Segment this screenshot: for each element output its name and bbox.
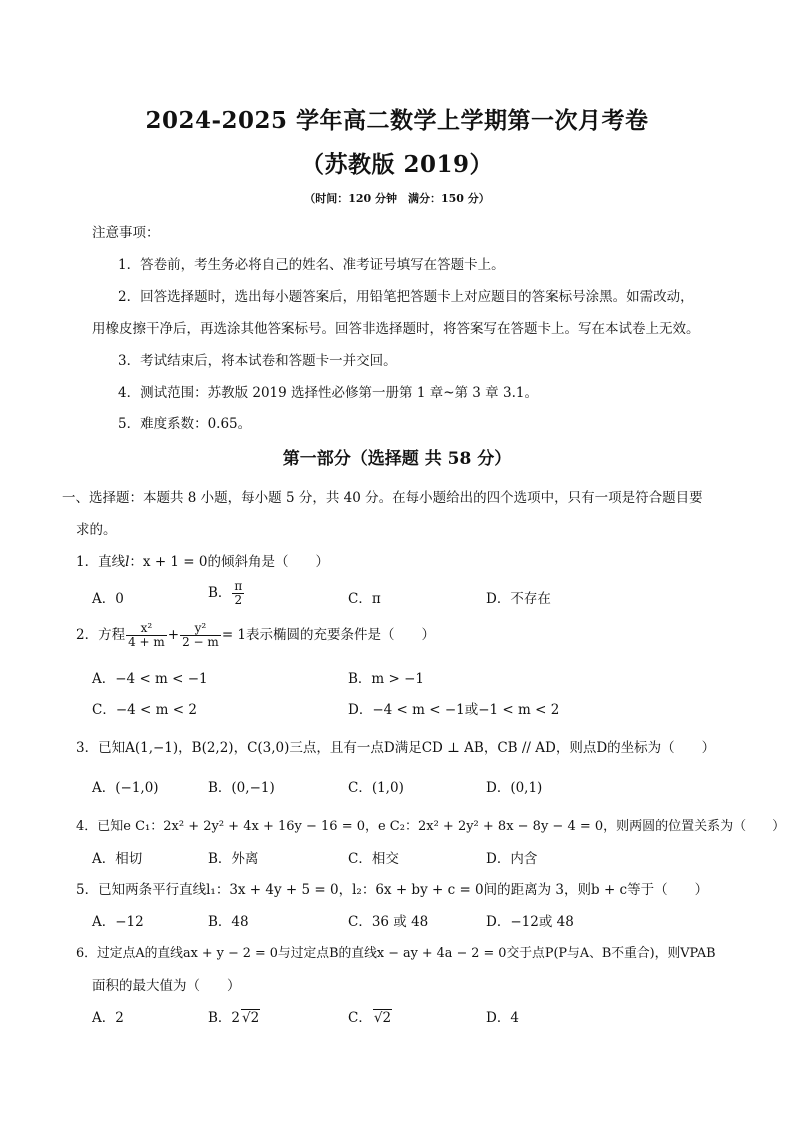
- q1-b-fraction: [232, 580, 244, 607]
- exam-meta: （时间：120 分钟 满分：150 分）: [304, 192, 490, 205]
- q2-f2-num: y²: [180, 622, 221, 636]
- q3-option-b: B．(0,−1): [208, 780, 275, 796]
- q6-c-rad: 2: [382, 1010, 392, 1026]
- question-1: [76, 550, 329, 570]
- q2-f1-den: 4 + m: [128, 635, 165, 650]
- q6-option-a: A．2: [92, 1010, 124, 1026]
- notice-item-1: 1．答卷前，考生务必将自己的姓名、准考证号填写在答题卡上。: [118, 257, 505, 273]
- q2-fraction-2: [180, 622, 221, 649]
- q1-b-label: B．: [208, 585, 232, 602]
- q2-plus: +: [167, 627, 180, 644]
- question-4: 4．已知e C₁：2x² + 2y² + 4x + 16y − 16 = 0，e C₂：2x² + 2y² + 8x − 8y − 4 = 0，则两圆的位置关系为（ ）: [76, 819, 786, 834]
- q6-option-b: [208, 1006, 260, 1026]
- section-instructions-b: 求的。: [76, 522, 117, 538]
- q1-var: l: [125, 554, 130, 570]
- q2-fraction-1: [126, 622, 167, 649]
- q2-pre: 2．方程: [76, 627, 126, 644]
- q3-option-c: C．(1,0): [348, 780, 404, 796]
- notice-item-2b: 用橡皮擦干净后，再选涂其他答案标号。回答非选择题时，将答案写在答题卡上。写在本试卷上无效。: [92, 321, 700, 337]
- q1-option-c: C．π: [348, 591, 381, 607]
- q3-option-d: D．(0,1): [486, 780, 543, 796]
- question-2: [76, 622, 435, 649]
- q2-f2-den: 2 − m: [182, 635, 219, 650]
- notice-item-5: 5．难度系数：0.65。: [118, 416, 252, 432]
- q1-option-a: A．0: [92, 591, 124, 607]
- q2-f1-num: x²: [126, 622, 167, 636]
- q1-b-num: π: [234, 579, 243, 593]
- q6-option-d: D．4: [486, 1010, 519, 1026]
- q1-b-den: 2: [234, 593, 243, 608]
- q3-option-a: A．(−1,0): [92, 780, 159, 796]
- q4-option-c: C．相交: [348, 851, 399, 867]
- question-6a: 6．过定点A的直线ax + y − 2 = 0与过定点B的直线x − ay + 4a − 2 = 0交于点P(P与A、B不重合)，则VPAB: [76, 946, 716, 961]
- q1-option-d: D．不存在: [486, 591, 551, 607]
- q1-post: 的倾斜角是（ ）: [207, 554, 330, 570]
- question-5: 5．已知两条平行直线l₁：3x + 4y + 5 = 0，l₂：6x + by + c = 0间的距离为 3，则b + c等于（ ）: [76, 882, 709, 898]
- q6-b-pre: B．2: [208, 1010, 241, 1026]
- section-instructions-a: 一、选择题：本题共 8 小题，每小题 5 分，共 40 分。在每小题给出的四个选项中，只有一项是符合题目要: [62, 490, 703, 506]
- q1-pre: 1．直线: [76, 554, 126, 570]
- q2-option-a: A．−4 < m < −1: [92, 671, 208, 687]
- q4-option-d: D．内含: [486, 851, 538, 867]
- q2-option-b: B．m > −1: [348, 671, 425, 687]
- question-6b: 面积的最大值为（ ）: [92, 978, 241, 994]
- q2-option-c: C．−4 < m < 2: [92, 702, 197, 718]
- q4-option-a: A．相切: [92, 851, 143, 867]
- q5-option-c: C．36 或 48: [348, 914, 429, 930]
- q5-option-a: A．−12: [92, 914, 144, 930]
- notice-item-4: 4．测试范围：苏教版 2019 选择性必修第一册第 1 章~第 3 章 3.1。: [118, 385, 538, 401]
- notice-heading: 注意事项：: [92, 225, 160, 241]
- exam-title: 2024-2025 学年高二数学上学期第一次月考卷: [145, 107, 649, 134]
- question-3: 3．已知A(1,−1)，B(2,2)，C(3,0)三点，且有一点D满足CD ⊥ AB，CB // AD，则点D的坐标为（ ）: [76, 740, 716, 756]
- q6-b-sqrt: √2: [242, 1010, 260, 1026]
- q5-option-d: D．−12或 48: [486, 914, 574, 930]
- q6-option-c: [348, 1006, 392, 1026]
- q6-c-sqrt: √2: [373, 1010, 392, 1026]
- exam-subtitle: （苏教版 2019）: [300, 151, 494, 178]
- q5-option-b: B．48: [208, 914, 249, 930]
- q1-option-b: [208, 580, 245, 607]
- q2-option-d: D．−4 < m < −1或−1 < m < 2: [348, 702, 560, 718]
- section-title: 第一部分（选择题 共 58 分）: [282, 449, 512, 469]
- q1-expr: ：x + 1 = 0: [129, 554, 208, 570]
- q2-post: = 1表示椭圆的充要条件是（ ）: [221, 627, 436, 644]
- notice-item-2a: 2．回答选择题时，选出每小题答案后，用铅笔把答题卡上对应题目的答案标号涂黑。如需改动，: [118, 289, 694, 305]
- q6-b-rad: 2: [250, 1010, 260, 1026]
- notice-item-3: 3．考试结束后，将本试卷和答题卡一并交回。: [118, 353, 397, 369]
- q6-c-pre: C．: [348, 1010, 372, 1026]
- q4-option-b: B．外离: [208, 851, 259, 867]
